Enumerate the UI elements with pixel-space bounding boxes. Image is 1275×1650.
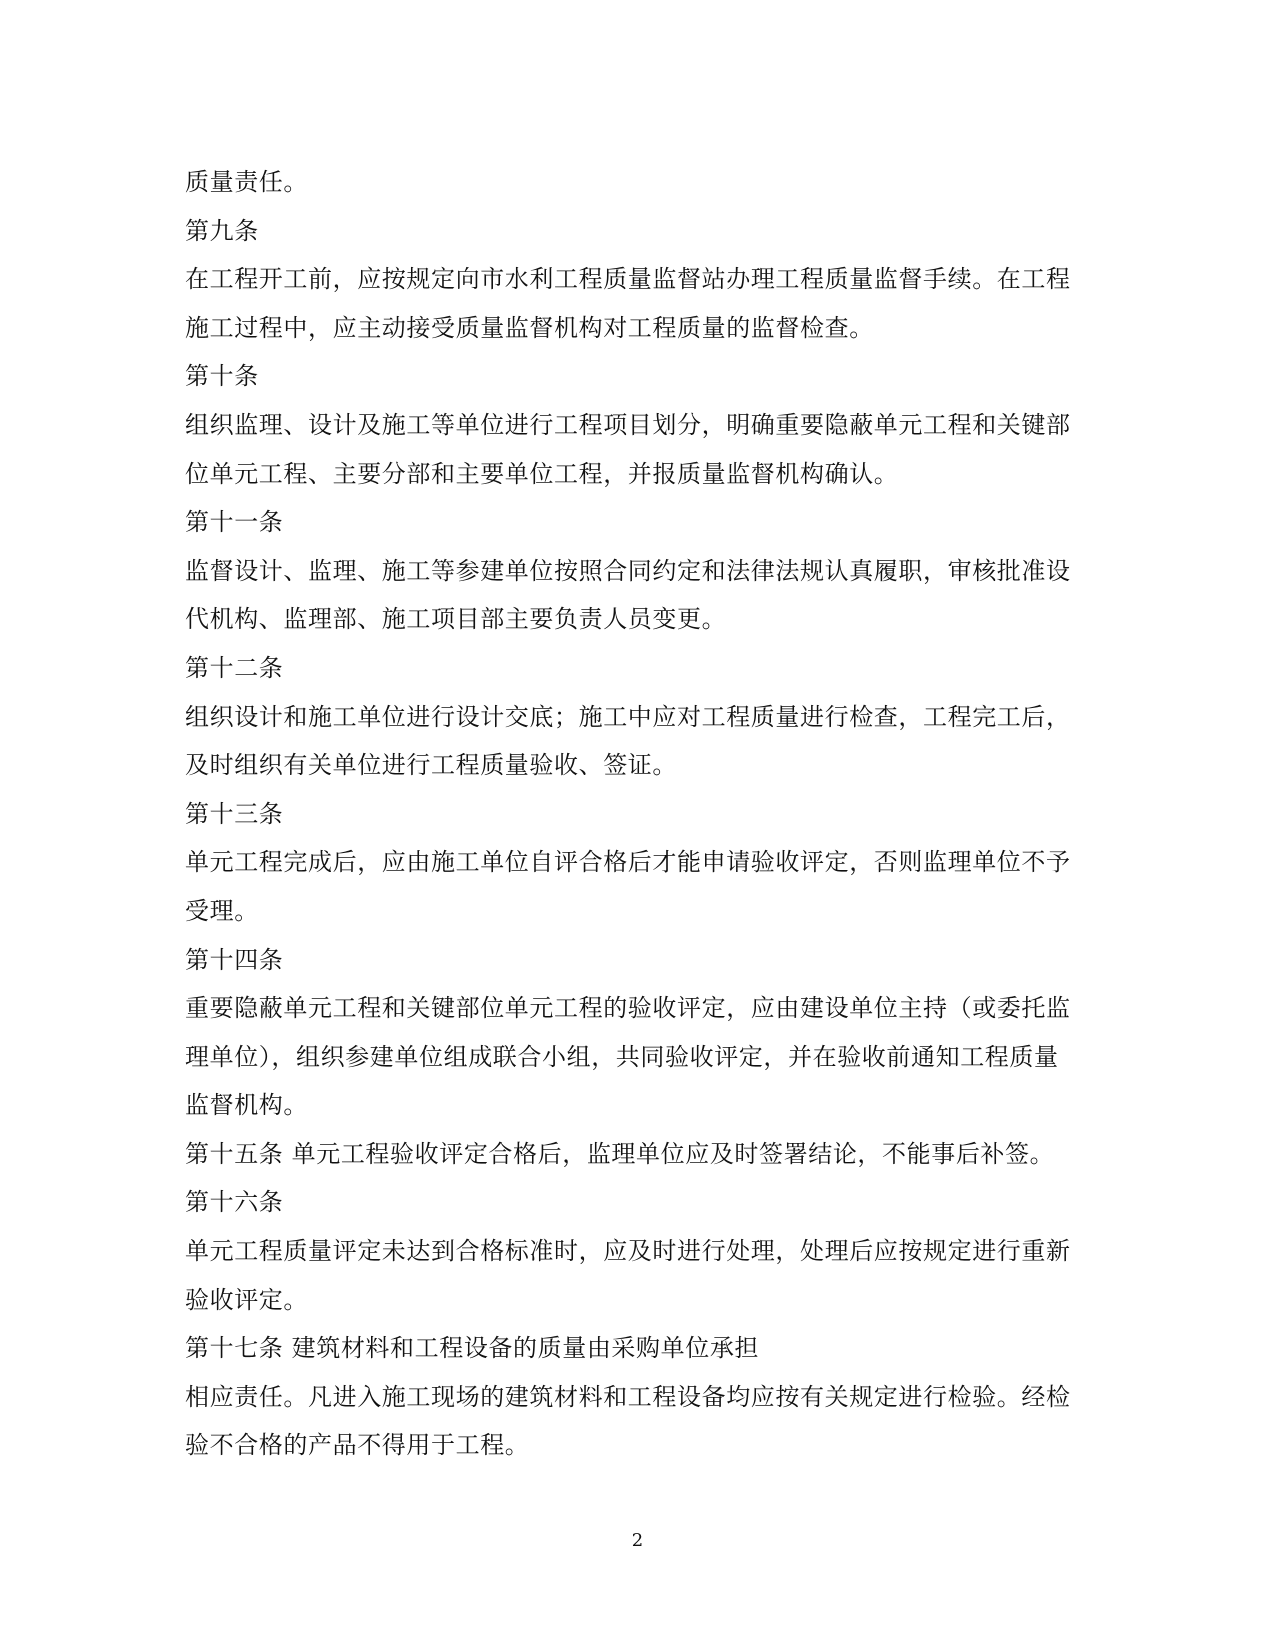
text-line: 在工程开工前，应按规定向市水利工程质量监督站办理工程质量监督手续。在工程 — [185, 265, 1071, 294]
text-line: 代机构、监理部、施工项目部主要负责人员变更。 — [185, 605, 727, 634]
text-line: 组织监理、设计及施工等单位进行工程项目划分，明确重要隐蔽单元工程和关键部 — [185, 410, 1071, 439]
article-heading: 第十一条 — [185, 508, 284, 537]
article-heading: 第十二条 — [185, 653, 284, 682]
text-line: 受理。 — [185, 896, 259, 925]
page-number: 2 — [631, 1530, 644, 1551]
text-line: 单元工程质量评定未达到合格标准时，应及时进行处理，处理后应按规定进行重新 — [185, 1237, 1071, 1266]
text-line: 理单位），组织参建单位组成联合小组，共同验收评定，并在验收前通知工程质量 — [185, 1042, 1059, 1071]
article-heading: 第十四条 — [185, 945, 284, 974]
text-line: 验不合格的产品不得用于工程。 — [185, 1431, 530, 1460]
text-line: 组织设计和施工单位进行设计交底；施工中应对工程质量进行检查，工程完工后， — [185, 702, 1071, 731]
article-heading: 第九条 — [185, 216, 259, 245]
document-body — [185, 158, 1090, 1470]
text-line: 监督机构。 — [185, 1091, 308, 1120]
text-line: 相应责任。凡进入施工现场的建筑材料和工程设备均应按有关规定进行检验。经检 — [185, 1382, 1071, 1411]
text-line: 质量责任。 — [185, 168, 308, 196]
article-heading: 第十六条 — [185, 1188, 284, 1217]
text-line: 单元工程完成后，应由施工单位自评合格后才能申请验收评定，否则监理单位不予 — [185, 848, 1071, 877]
article-heading: 第十三条 — [185, 799, 284, 828]
article-heading: 第十五条 单元工程验收评定合格后，监理单位应及时签署结论，不能事后补签。 — [185, 1139, 1055, 1168]
article-heading: 第十七条 建筑材料和工程设备的质量由采购单位承担 — [185, 1334, 760, 1363]
text-line: 及时组织有关单位进行工程质量验收、签证。 — [185, 751, 677, 780]
text-line: 验收评定。 — [185, 1285, 308, 1314]
text-line: 监督设计、监理、施工等参建单位按照合同约定和法律法规认真履职，审核批准设 — [185, 556, 1071, 585]
text-line: 施工过程中，应主动接受质量监督机构对工程质量的监督检查。 — [185, 313, 874, 342]
article-heading: 第十条 — [185, 362, 259, 391]
text-line: 重要隐蔽单元工程和关键部位单元工程的验收评定，应由建设单位主持（或委托监 — [185, 994, 1071, 1023]
text-line: 位单元工程、主要分部和主要单位工程，并报质量监督机构确认。 — [185, 459, 899, 488]
